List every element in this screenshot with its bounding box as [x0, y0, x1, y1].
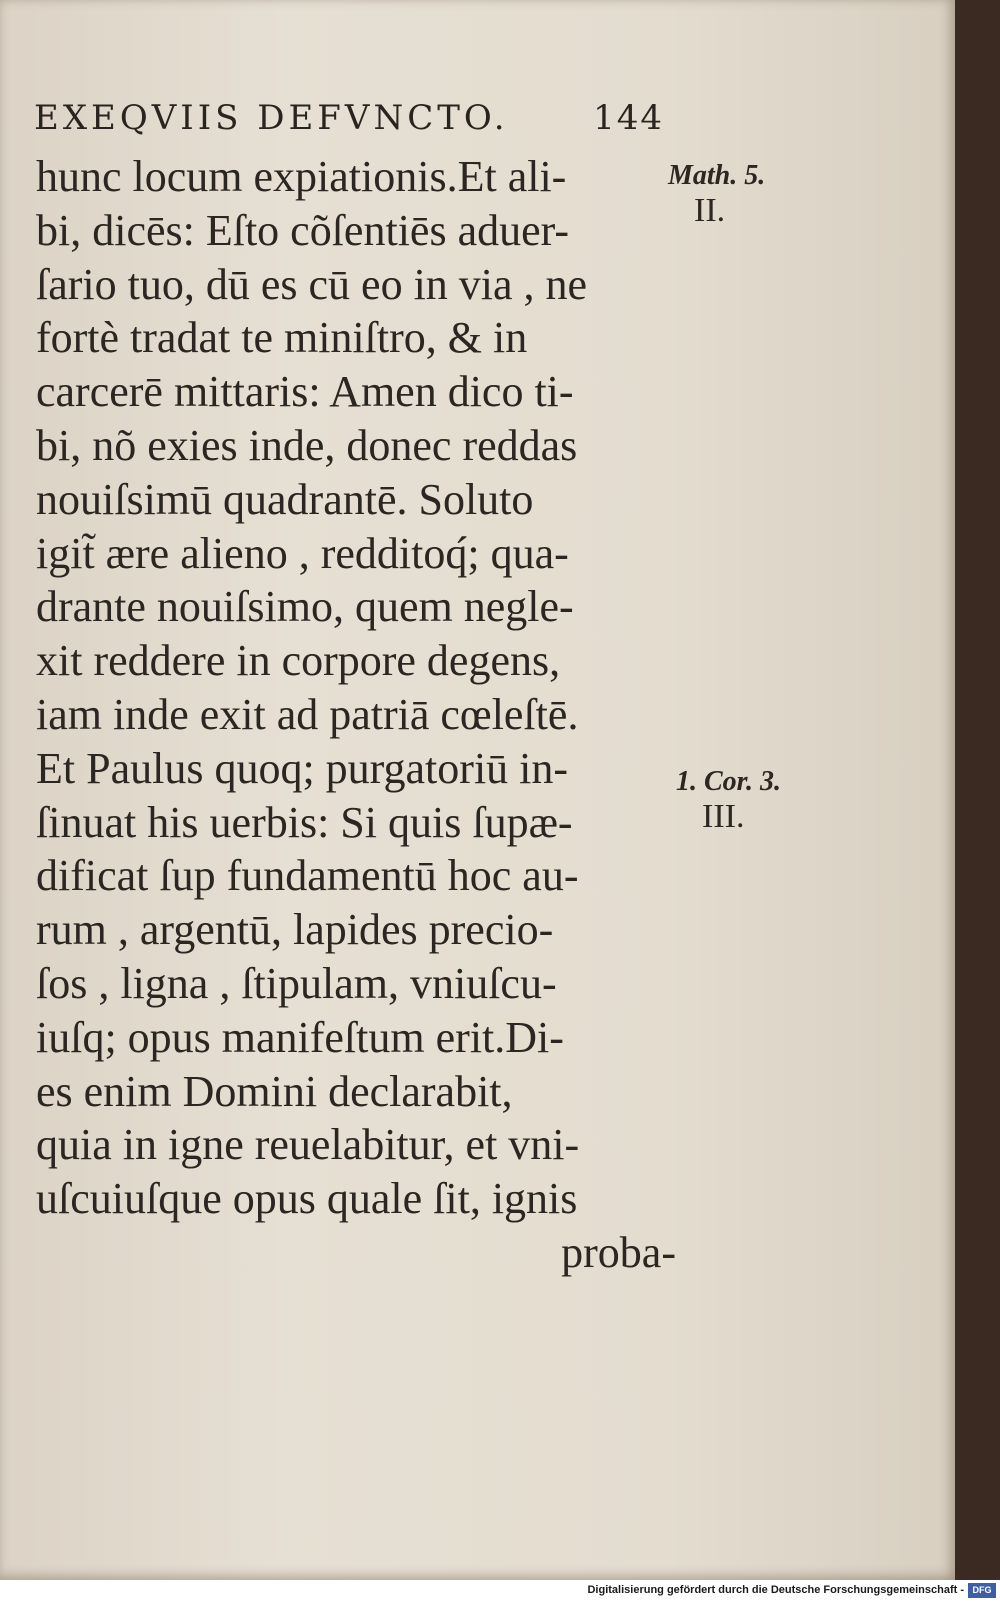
text-line: ſario tuo, dū es cū eo in via , ne: [36, 259, 588, 309]
text-line: igit̃ ære alieno , redditoq́; qua-: [36, 528, 569, 578]
running-title: EXEQVIIS DEFVNCTO.: [34, 98, 509, 138]
text-line: nouiſsimū quadrantē. Soluto: [36, 474, 534, 524]
text-line: xit reddere in corpore degens,: [36, 636, 561, 686]
page-header: [34, 98, 664, 142]
margin-note-ref: 1. Cor. 3.: [676, 766, 782, 797]
text-line: uſcuiuſque opus quale ſit, ignis: [36, 1174, 578, 1224]
text-line: dificat ſup fundamentū hoc au-: [36, 851, 579, 901]
catchword: proba-: [561, 1227, 676, 1277]
text-line: rum , argentū, lapides precio-: [36, 905, 554, 955]
margin-note-chapter: III.: [702, 798, 745, 835]
text-line: ſos , ligna , ſtipulam, vniuſcu-: [36, 958, 557, 1008]
text-line: drante nouiſsimo, quem negle-: [36, 582, 574, 632]
text-line: iuſq; opus manifeſtum erit.Di-: [36, 1012, 564, 1062]
text-line: quia in igne reuelabitur, et vni-: [36, 1120, 580, 1170]
text-line: es enim Domini declarabit,: [36, 1066, 513, 1116]
text-line: ſinuat his uerbis: Si quis ſupæ-: [36, 797, 573, 847]
page-number: 144: [593, 98, 664, 138]
funding-notice: Digitalisierung gefördert durch die Deutsche Forschungsgemeinschaft -: [587, 1584, 964, 1596]
text-line: hunc locum expiationis.Et ali-: [36, 152, 567, 201]
margin-note-matthew: [668, 160, 765, 230]
dfg-logo: DFG: [968, 1583, 996, 1598]
text-line: iam inde exit ad patriā cœleſtē.: [36, 689, 579, 739]
body-text: [36, 150, 676, 1280]
text-line: bi, nõ exies inde, donec reddas: [36, 420, 578, 470]
text-line: fortè tradat te miniſtro, & in: [36, 313, 528, 363]
text-line: bi, dicēs: Eſto cõſentiēs aduer-: [36, 205, 570, 255]
margin-note-corinthians: [676, 766, 781, 836]
margin-note-ref: Math. 5.: [668, 160, 766, 191]
text-line: carcerē mittaris: Amen dico ti-: [36, 367, 574, 417]
text-line: Et Paulus quoq; purgatoriū in-: [36, 743, 569, 793]
margin-note-chapter: II.: [694, 192, 726, 229]
footer-bar: [0, 1580, 1000, 1603]
